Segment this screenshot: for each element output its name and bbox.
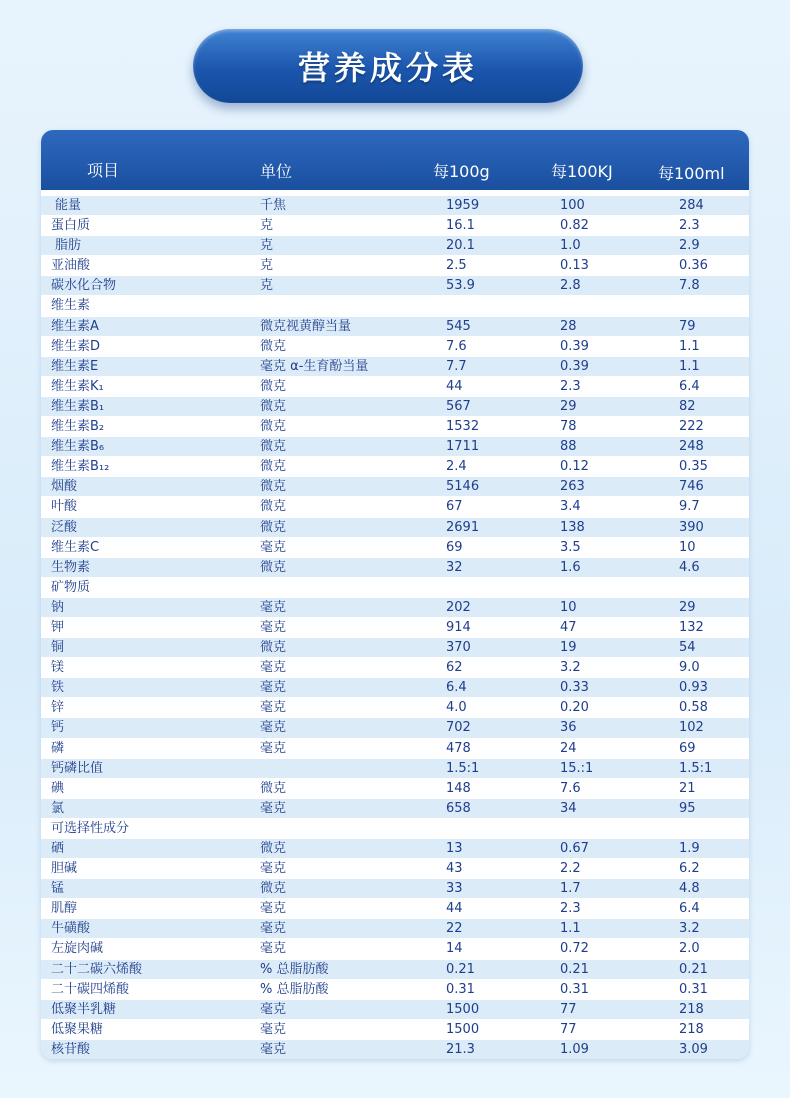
- table-row: [41, 1020, 749, 1040]
- table-row: [41, 1040, 749, 1059]
- cell-per-100ml: 3.09: [679, 1041, 708, 1057]
- table-row: [41, 417, 749, 437]
- cell-item: 牛磺酸: [51, 921, 91, 937]
- cell-per-100g: 2.4: [446, 459, 467, 475]
- cell-per-100g: 370: [446, 640, 471, 656]
- cell-unit: 毫克: [260, 740, 287, 756]
- cell-per-100ml: 390: [679, 519, 704, 535]
- table-row: [41, 819, 749, 839]
- cell-per-100g: 1500: [446, 1021, 480, 1037]
- cell-item: 锌: [51, 700, 65, 716]
- cell-item: 低聚半乳糖: [51, 1001, 117, 1017]
- cell-unit: 微克: [260, 459, 287, 475]
- cell-per-100ml: 54: [679, 640, 696, 656]
- table-row: [41, 678, 749, 698]
- cell-item: 铜: [51, 640, 65, 656]
- header-per-100ml: 每100ml: [658, 164, 725, 183]
- cell-per-100ml: 2.3: [679, 218, 700, 234]
- cell-per-100g: 202: [446, 599, 471, 615]
- table-row: [41, 859, 749, 879]
- table-row: [41, 196, 749, 216]
- cell-unit: 毫克: [260, 660, 287, 676]
- cell-per-100g: 702: [446, 720, 471, 736]
- cell-per-100kj: 2.3: [560, 378, 581, 394]
- table-row: [41, 497, 749, 517]
- cell-per-100g: 2.5: [446, 258, 467, 274]
- cell-per-100ml: 284: [679, 198, 704, 213]
- title-banner: [193, 29, 583, 103]
- cell-per-100kj: 36: [560, 720, 577, 736]
- cell-unit: 微克视黄醇当量: [260, 318, 352, 334]
- cell-per-100g: 16.1: [446, 218, 475, 234]
- cell-unit: 毫克: [260, 680, 287, 696]
- table-row: [41, 457, 749, 477]
- cell-item: 脂肪: [55, 238, 82, 254]
- cell-per-100g: 43: [446, 861, 463, 877]
- cell-unit: 微克: [260, 378, 287, 394]
- cell-per-100kj: 0.12: [560, 459, 589, 475]
- cell-per-100kj: 7.6: [560, 780, 581, 796]
- cell-item: 维生素B₁: [51, 398, 105, 414]
- cell-per-100ml: 1.5:1: [679, 760, 713, 776]
- cell-per-100ml: 3.2: [679, 921, 700, 937]
- cell-item: 锰: [51, 881, 65, 897]
- cell-per-100ml: 0.21: [679, 961, 708, 977]
- cell-per-100g: 32: [446, 559, 463, 575]
- cell-unit: 毫克: [260, 901, 287, 917]
- cell-per-100kj: 1.0: [560, 238, 581, 254]
- cell-per-100g: 22: [446, 921, 463, 937]
- cell-per-100g: 20.1: [446, 238, 475, 254]
- cell-unit: 克: [260, 258, 274, 274]
- cell-per-100g: 914: [446, 619, 471, 635]
- cell-per-100ml: 6.2: [679, 861, 700, 877]
- cell-item: 钙磷比值: [51, 760, 104, 776]
- cell-item: 维生素E: [51, 358, 99, 374]
- cell-unit: 克: [260, 218, 274, 234]
- cell-per-100g: 5146: [446, 479, 480, 495]
- cell-per-100ml: 1.9: [679, 841, 700, 856]
- cell-per-100ml: 2.0: [679, 941, 700, 957]
- cell-per-100ml: 21: [679, 780, 696, 796]
- cell-per-100g: 7.6: [446, 338, 467, 354]
- page-title: 营养成分表: [297, 49, 478, 87]
- cell-per-100g: 0.31: [446, 981, 475, 997]
- cell-per-100kj: 77: [560, 1021, 577, 1037]
- cell-unit: 微克: [260, 881, 287, 897]
- cell-unit: 毫克: [260, 599, 287, 615]
- table-row: [41, 578, 749, 598]
- cell-item: 钠: [51, 599, 65, 615]
- cell-unit: 毫克: [260, 700, 287, 716]
- cell-per-100g: 2691: [446, 519, 480, 535]
- cell-unit: 千焦: [260, 198, 287, 213]
- cell-per-100kj: 0.82: [560, 218, 589, 234]
- cell-item: 钙: [51, 720, 65, 736]
- cell-per-100kj: 2.3: [560, 901, 581, 917]
- cell-per-100kj: 19: [560, 640, 577, 656]
- cell-per-100ml: 9.7: [679, 499, 700, 515]
- table-row: [41, 839, 749, 859]
- cell-item: 钾: [51, 619, 65, 635]
- cell-per-100ml: 29: [679, 599, 696, 615]
- cell-per-100g: 69: [446, 539, 463, 555]
- cell-per-100g: 1500: [446, 1001, 480, 1017]
- cell-per-100kj: 0.67: [560, 841, 589, 856]
- table-row: [41, 919, 749, 939]
- cell-unit: 毫克: [260, 861, 287, 877]
- cell-item: 可选择性成分: [51, 820, 130, 836]
- cell-per-100g: 1532: [446, 419, 480, 435]
- cell-unit: 微克: [260, 780, 287, 796]
- cell-item: 能量: [55, 198, 82, 213]
- header-unit: 单位: [260, 162, 293, 181]
- cell-per-100kj: 3.5: [560, 539, 581, 555]
- table-row: [41, 518, 749, 538]
- cell-per-100ml: 7.8: [679, 278, 700, 294]
- cell-per-100ml: 4.6: [679, 559, 700, 575]
- cell-per-100ml: 132: [679, 619, 704, 635]
- table-row: [41, 437, 749, 457]
- cell-per-100kj: 138: [560, 519, 585, 535]
- cell-item: 叶酸: [51, 499, 78, 515]
- table-row: [41, 477, 749, 497]
- table-row: [41, 337, 749, 357]
- cell-per-100g: 1959: [446, 198, 480, 213]
- cell-per-100kj: 78: [560, 419, 577, 435]
- cell-item: 肌醇: [51, 901, 78, 917]
- cell-per-100g: 1711: [446, 439, 480, 455]
- cell-item: 碘: [51, 780, 65, 796]
- cell-per-100g: 1.5:1: [446, 760, 480, 776]
- cell-per-100ml: 10: [679, 539, 696, 555]
- cell-per-100ml: 69: [679, 740, 696, 756]
- cell-item: 核苷酸: [51, 1041, 91, 1057]
- table-row: [41, 1000, 749, 1020]
- cell-unit: 毫克: [260, 1041, 287, 1057]
- table-row: [41, 779, 749, 799]
- cell-item: 维生素A: [51, 318, 99, 334]
- cell-per-100g: 148: [446, 780, 471, 796]
- header-item: 项目: [87, 161, 120, 180]
- table-row: [41, 276, 749, 296]
- cell-per-100kj: 15.:1: [560, 760, 594, 776]
- nutrition-table: [41, 130, 749, 1059]
- cell-per-100kj: 263: [560, 479, 585, 495]
- cell-per-100kj: 47: [560, 619, 577, 635]
- cell-item: 胆碱: [51, 861, 78, 877]
- cell-unit: 微克: [260, 479, 287, 495]
- table-row: [41, 960, 749, 980]
- cell-unit: 克: [260, 278, 274, 294]
- cell-item: 泛酸: [51, 519, 78, 535]
- cell-unit: 微克: [260, 559, 287, 575]
- table-row: [41, 296, 749, 316]
- cell-per-100ml: 248: [679, 439, 704, 455]
- cell-per-100ml: 218: [679, 1021, 704, 1037]
- cell-item: 二十二碳六烯酸: [51, 961, 143, 977]
- cell-per-100kj: 2.2: [560, 861, 581, 877]
- cell-unit: 微克: [260, 439, 287, 455]
- header-per-100kj: 每100KJ: [551, 162, 613, 181]
- cell-unit: % 总脂肪酸: [260, 961, 329, 977]
- table-row: [41, 799, 749, 819]
- cell-per-100ml: 1.1: [679, 358, 700, 374]
- cell-per-100g: 567: [446, 398, 471, 414]
- cell-per-100ml: 82: [679, 398, 696, 414]
- cell-per-100g: 545: [446, 318, 471, 334]
- cell-per-100kj: 0.39: [560, 358, 589, 374]
- cell-per-100ml: 0.36: [679, 258, 708, 274]
- cell-per-100kj: 3.2: [560, 660, 581, 676]
- cell-item: 矿物质: [51, 579, 91, 595]
- cell-per-100g: 44: [446, 901, 463, 917]
- table-body: [41, 196, 749, 1059]
- cell-per-100ml: 746: [679, 479, 704, 495]
- cell-item: 左旋肉碱: [51, 941, 104, 957]
- cell-per-100kj: 1.09: [560, 1041, 589, 1057]
- cell-item: 维生素B₁₂: [51, 459, 110, 475]
- cell-per-100kj: 0.39: [560, 338, 589, 354]
- cell-per-100kj: 0.20: [560, 700, 589, 716]
- table-row: [41, 980, 749, 1000]
- table-row: [41, 638, 749, 658]
- table-row: [41, 216, 749, 236]
- table-row: [41, 879, 749, 899]
- cell-per-100ml: 95: [679, 800, 696, 816]
- cell-per-100ml: 2.9: [679, 238, 700, 254]
- cell-per-100kj: 77: [560, 1001, 577, 1017]
- cell-per-100kj: 28: [560, 318, 577, 334]
- cell-per-100g: 478: [446, 740, 471, 756]
- cell-per-100ml: 0.58: [679, 700, 708, 716]
- table-row: [41, 718, 749, 738]
- cell-item: 二十碳四烯酸: [51, 981, 130, 997]
- cell-item: 维生素C: [51, 539, 100, 555]
- cell-per-100ml: 102: [679, 720, 704, 736]
- cell-per-100kj: 10: [560, 599, 577, 615]
- cell-per-100ml: 0.31: [679, 981, 708, 997]
- cell-unit: 毫克: [260, 720, 287, 736]
- cell-per-100g: 53.9: [446, 278, 475, 294]
- cell-per-100kj: 1.1: [560, 921, 581, 937]
- cell-per-100g: 21.3: [446, 1041, 475, 1057]
- cell-item: 烟酸: [51, 479, 78, 495]
- cell-item: 磷: [51, 740, 65, 756]
- cell-per-100ml: 222: [679, 419, 704, 435]
- cell-unit: 毫克 α-生育酚当量: [260, 358, 369, 374]
- cell-unit: 毫克: [260, 800, 287, 816]
- table-row: [41, 939, 749, 959]
- table-row: [41, 236, 749, 256]
- table-row: [41, 397, 749, 417]
- cell-unit: 毫克: [260, 1021, 287, 1037]
- cell-per-100kj: 0.33: [560, 680, 589, 696]
- cell-per-100ml: 6.4: [679, 901, 700, 917]
- cell-item: 蛋白质: [51, 218, 91, 234]
- cell-unit: 微克: [260, 519, 287, 535]
- cell-unit: 微克: [260, 499, 287, 515]
- cell-unit: 微克: [260, 338, 287, 354]
- cell-per-100g: 44: [446, 378, 463, 394]
- table-header: [41, 130, 749, 190]
- cell-per-100g: 67: [446, 499, 463, 515]
- table-row: [41, 357, 749, 377]
- cell-per-100ml: 6.4: [679, 378, 700, 394]
- cell-per-100kj: 3.4: [560, 499, 581, 515]
- cell-per-100ml: 4.8: [679, 881, 700, 897]
- cell-unit: 毫克: [260, 921, 287, 937]
- cell-unit: 毫克: [260, 619, 287, 635]
- cell-item: 镁: [51, 660, 65, 676]
- cell-per-100g: 33: [446, 881, 463, 897]
- header-per-100g: 每100g: [433, 162, 490, 181]
- cell-per-100g: 62: [446, 660, 463, 676]
- cell-item: 硒: [51, 841, 65, 856]
- cell-per-100g: 6.4: [446, 680, 467, 696]
- cell-per-100ml: 1.1: [679, 338, 700, 354]
- table-row: [41, 698, 749, 718]
- cell-unit: 克: [260, 238, 274, 254]
- cell-unit: 毫克: [260, 941, 287, 957]
- cell-item: 氯: [51, 800, 65, 816]
- cell-item: 碳水化合物: [51, 278, 117, 294]
- table-row: [41, 256, 749, 276]
- table-row: [41, 538, 749, 558]
- cell-per-100ml: 0.35: [679, 459, 708, 475]
- cell-per-100kj: 0.72: [560, 941, 589, 957]
- table-row: [41, 658, 749, 678]
- cell-item: 维生素: [51, 298, 91, 314]
- cell-unit: 毫克: [260, 539, 287, 555]
- cell-per-100kj: 0.21: [560, 961, 589, 977]
- table-row: [41, 558, 749, 578]
- cell-item: 维生素D: [51, 338, 101, 354]
- cell-unit: 毫克: [260, 1001, 287, 1017]
- cell-unit: 微克: [260, 419, 287, 435]
- cell-per-100kj: 34: [560, 800, 577, 816]
- table-row: [41, 377, 749, 397]
- cell-per-100kj: 0.13: [560, 258, 589, 274]
- cell-per-100g: 14: [446, 941, 463, 957]
- cell-per-100g: 7.7: [446, 358, 467, 374]
- cell-per-100g: 658: [446, 800, 471, 816]
- cell-per-100kj: 0.31: [560, 981, 589, 997]
- cell-per-100g: 4.0: [446, 700, 467, 716]
- table-row: [41, 739, 749, 759]
- cell-per-100g: 13: [446, 841, 463, 856]
- cell-per-100kj: 100: [560, 198, 585, 213]
- table-row: [41, 899, 749, 919]
- cell-item: 维生素B₂: [51, 419, 105, 435]
- cell-per-100kj: 88: [560, 439, 577, 455]
- cell-per-100ml: 218: [679, 1001, 704, 1017]
- cell-per-100kj: 29: [560, 398, 577, 414]
- cell-per-100ml: 9.0: [679, 660, 700, 676]
- cell-per-100ml: 0.93: [679, 680, 708, 696]
- cell-unit: 微克: [260, 841, 287, 856]
- cell-item: 亚油酸: [51, 258, 91, 274]
- table-row: [41, 618, 749, 638]
- cell-item: 铁: [51, 680, 65, 696]
- cell-item: 低聚果糖: [51, 1021, 104, 1037]
- cell-unit: 微克: [260, 640, 287, 656]
- cell-per-100kj: 1.6: [560, 559, 581, 575]
- cell-per-100ml: 79: [679, 318, 696, 334]
- cell-item: 维生素K₁: [51, 378, 104, 394]
- table-row: [41, 317, 749, 337]
- cell-unit: 微克: [260, 398, 287, 414]
- table-row: [41, 759, 749, 779]
- cell-per-100kj: 24: [560, 740, 577, 756]
- table-row: [41, 598, 749, 618]
- cell-per-100kj: 2.8: [560, 278, 581, 294]
- cell-per-100g: 0.21: [446, 961, 475, 977]
- cell-per-100kj: 1.7: [560, 881, 581, 897]
- cell-unit: % 总脂肪酸: [260, 981, 329, 997]
- cell-item: 维生素B₆: [51, 439, 105, 455]
- cell-item: 生物素: [51, 559, 91, 575]
